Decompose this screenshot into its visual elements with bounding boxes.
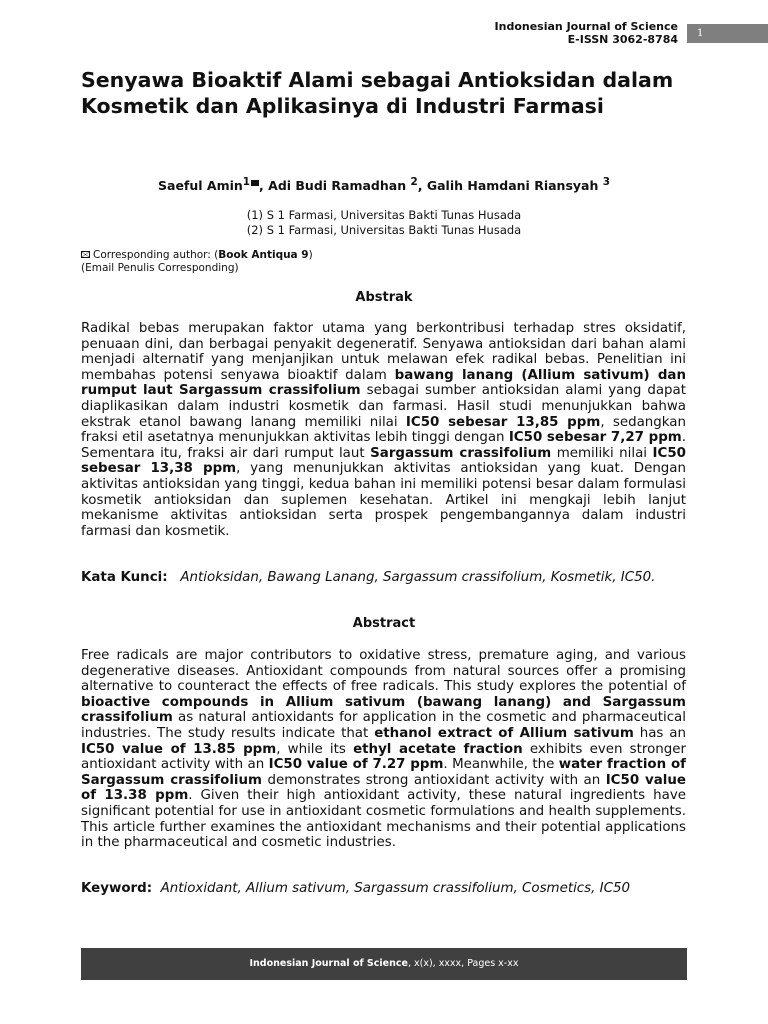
- abstrak-body: Radikal bebas merupakan faktor utama yang berkontribusi terhadap stres oksidatif, penuaan dini, dan berbagai penyakit degeneratif. Senyawa antioksidan dari bahan alami menjadi alternatif yang menjanjikan untuk melawan efek radikal bebas. Penelitian ini membahas potensi senyawa bioaktif dalam bawang lanang (Allium sativum) dan rumput laut Sargassum crassifolium sebagai sumber antioksidan alami yang dapat diaplikasikan dalam industri kosmetik dan farmasi. Hasil studi menunjukkan bahwa ekstrak etanol bawang lanang memiliki nilai IC50 sebesar 13,85 ppm, sedangkan fraksi etil asetatnya menunjukkan aktivitas lebih tinggi dengan IC50 sebesar 7,27 ppm. Sementara itu, fraksi air dari rumput laut Sargassum crassifolium memiliki nilai IC50 sebesar 13,38 ppm, yang menunjukkan aktivitas antioksidan yang kuat. Dengan aktivitas antioksidan yang tinggi, kedua bahan ini memiliki potensi besar dalam formulasi kosmetik antioksidan dan suplemen kesehatan. Artikel ini mengkaji lebih lanjut mekanisme aktivitas antioksidan serta prospek pengembangannya dalam industri farmasi dan kosmetik.: [81, 321, 687, 539]
- affiliations: [0, 208, 768, 237]
- page-footer: Indonesian Journal of Science, x(x), xxxx, Pages x-xx: [81, 948, 687, 980]
- corresponding-author: Corresponding author: (Book Antiqua 9) (Email Penulis Corresponding): [81, 249, 313, 274]
- paper-title: Senyawa Bioaktif Alami sebagai Antioksidan dalam Kosmetik dan Aplikasinya di Industri Farmasi: [81, 68, 674, 118]
- keywords: Keyword: Antioxidant, Allium sativum, Sargassum crassifolium, Cosmetics, IC50: [81, 881, 630, 896]
- page-number: 1: [687, 24, 768, 43]
- journal-header: [495, 20, 678, 46]
- kata-kunci: Kata Kunci: Antioksidan, Bawang Lanang, Sargassum crassifolium, Kosmetik, IC50.: [81, 570, 656, 585]
- affiliation-1: (1) S 1 Farmasi, Universitas Bakti Tunas Husada: [246, 208, 522, 222]
- journal-name: Indonesian Journal of Science: [494, 20, 678, 33]
- affiliation-2: (2) S 1 Farmasi, Universitas Bakti Tunas Husada: [246, 222, 522, 237]
- corresponding-email: (Email Penulis Corresponding): [81, 262, 239, 274]
- author-3: Galih Hamdani Riansyah $^3$: [426, 176, 610, 194]
- journal-issn: E-ISSN 3062-8784: [567, 33, 678, 46]
- envelope-icon: [81, 251, 90, 258]
- author-1: Saeful Amin$^1$: [158, 178, 259, 193]
- mail-icon: [251, 180, 259, 186]
- author-2: Adi Budi Ramadhan $^2$: [268, 176, 418, 194]
- abstract-heading: Abstract: [352, 616, 416, 631]
- abstrak-heading: Abstrak: [355, 290, 413, 305]
- author-list: Saeful Amin$^1$ , Adi Budi Ramadhan $^2$, Galih Hamdani Riansyah $^3$: [158, 176, 610, 194]
- abstract-body: Free radicals are major contributors to oxidative stress, premature aging, and various degenerative diseases. Antioxidant compounds from natural sources offer a promising alternative to counteract the effects of free radicals. This study explores the potential of bioactive compounds in Allium sativum (bawang lanang) and Sargassum crassifolium as natural antioxidants for application in the cosmetic and pharmaceutical industries. The study results indicate that ethanol extract of Allium sativum has an IC50 value of 13.85 ppm, while its ethyl acetate fraction exhibits even stronger antioxidant activity with an IC50 value of 7.27 ppm. Meanwhile, the water fraction of Sargassum crassifolium demonstrates strong antioxidant activity with an IC50 value of 13.38 ppm. Given their high antioxidant activity, these natural ingredients have significant potential for use in antioxidant cosmetic formulations and health supplements. This article further examines the antioxidant mechanisms and their potential applications in the pharmaceutical and cosmetic industries.: [81, 648, 686, 851]
